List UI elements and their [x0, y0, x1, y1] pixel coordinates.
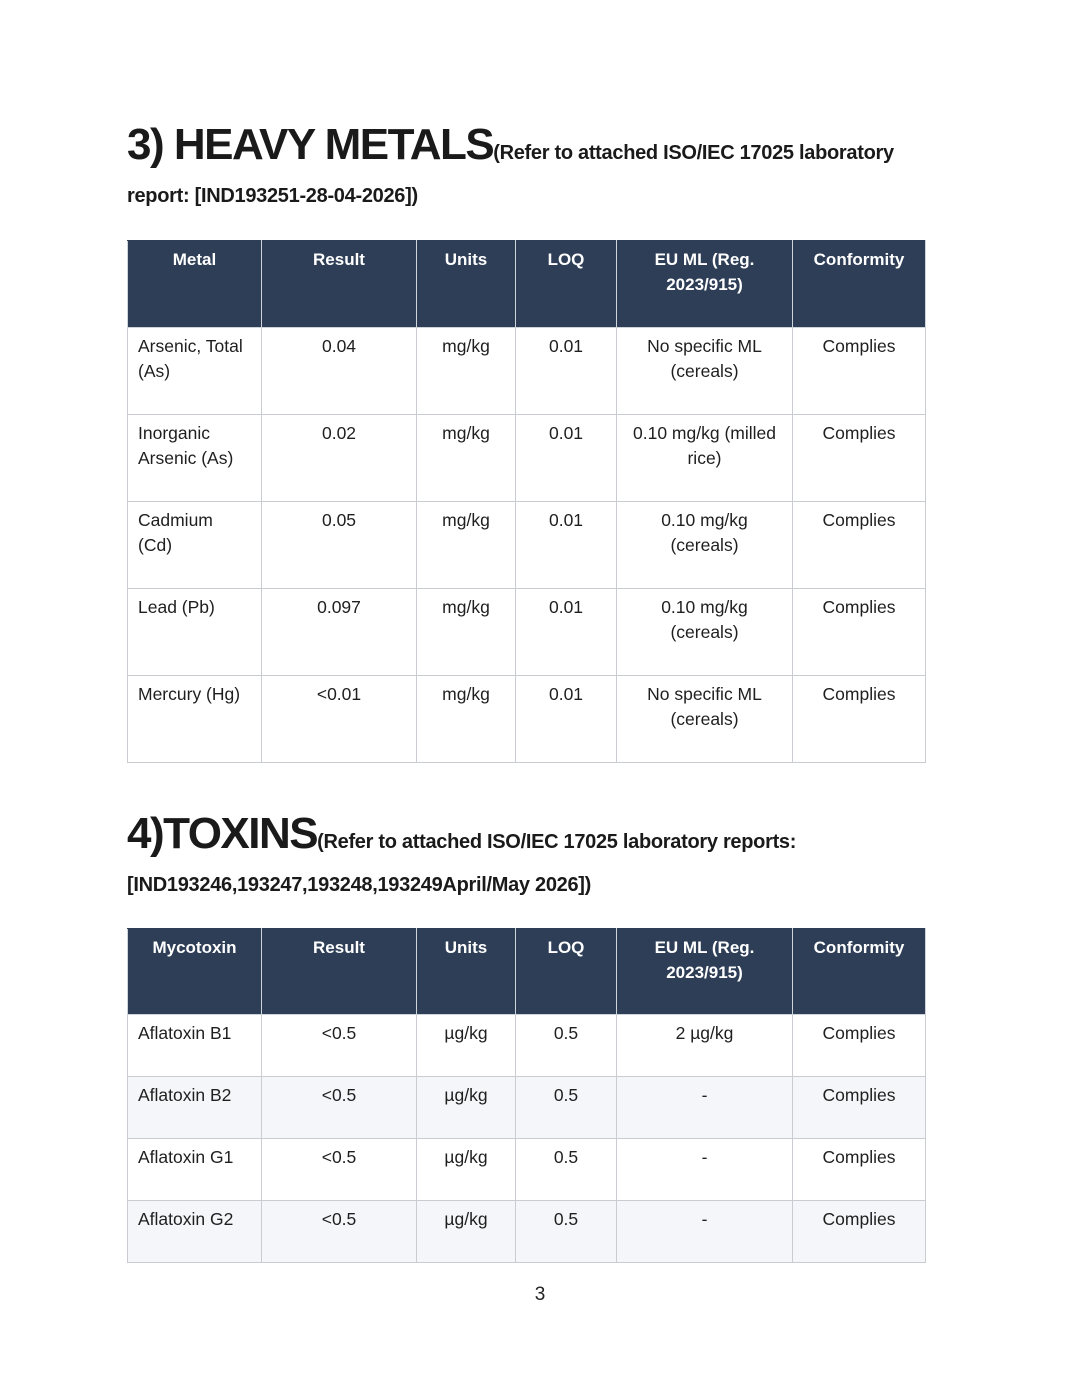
loq-cell: 0.01: [516, 502, 617, 589]
toxins-header-row: [128, 929, 926, 1015]
loq-cell: 0.5: [516, 1139, 617, 1201]
eu-ml-cell: 0.10 mg/kg (cereals): [617, 502, 793, 589]
column-header-eu-ml: EU ML (Reg. 2023/915): [617, 929, 793, 1015]
eu-ml-cell: -: [617, 1139, 793, 1201]
toxins-table: [127, 928, 926, 1263]
loq-cell: 0.5: [516, 1015, 617, 1077]
table-row: [128, 1015, 926, 1077]
result-cell: 0.04: [262, 328, 417, 415]
result-cell: 0.02: [262, 415, 417, 502]
table-row: [128, 1139, 926, 1201]
result-cell: <0.5: [262, 1015, 417, 1077]
metal-name-cell: Arsenic, Total (As): [128, 328, 262, 415]
mycotoxin-name-cell: Aflatoxin B2: [128, 1077, 262, 1139]
table-row: [128, 589, 926, 676]
eu-ml-cell: -: [617, 1077, 793, 1139]
table-row: [128, 1077, 926, 1139]
metal-name-cell: Cadmium (Cd): [128, 502, 262, 589]
eu-ml-cell: 0.10 mg/kg (cereals): [617, 589, 793, 676]
conformity-cell: Complies: [793, 676, 926, 763]
toxins-title: 4)TOXINS: [127, 809, 318, 858]
column-header-loq: LOQ: [516, 241, 617, 328]
toxins-heading: [127, 809, 927, 906]
table-row: [128, 328, 926, 415]
loq-cell: 0.01: [516, 415, 617, 502]
units-cell: mg/kg: [417, 676, 516, 763]
loq-cell: 0.01: [516, 676, 617, 763]
conformity-cell: Complies: [793, 589, 926, 676]
conformity-cell: Complies: [793, 502, 926, 589]
result-cell: <0.5: [262, 1139, 417, 1201]
mycotoxin-name-cell: Aflatoxin G1: [128, 1139, 262, 1201]
conformity-cell: Complies: [793, 1015, 926, 1077]
heavy-metals-heading: [127, 120, 927, 217]
column-header-result: Result: [262, 241, 417, 328]
conformity-cell: Complies: [793, 1139, 926, 1201]
eu-ml-cell: 0.10 mg/kg (milled rice): [617, 415, 793, 502]
table-row: [128, 415, 926, 502]
loq-cell: 0.5: [516, 1201, 617, 1263]
heavy-metals-title: 3) HEAVY METALS: [127, 120, 494, 169]
column-header-metal: Metal: [128, 241, 262, 328]
eu-ml-cell: -: [617, 1201, 793, 1263]
units-cell: mg/kg: [417, 589, 516, 676]
result-cell: <0.01: [262, 676, 417, 763]
loq-cell: 0.5: [516, 1077, 617, 1139]
heavy-metals-reference: (Refer to attached ISO/IEC 17025 laboratory report: [IND193251-28-04-2026]): [127, 142, 894, 207]
result-cell: 0.097: [262, 589, 417, 676]
column-header-conformity: Conformity: [793, 241, 926, 328]
loq-cell: 0.01: [516, 328, 617, 415]
column-header-eu-ml: EU ML (Reg. 2023/915): [617, 241, 793, 328]
page-number: 3: [534, 1284, 546, 1305]
result-cell: <0.5: [262, 1201, 417, 1263]
result-cell: <0.5: [262, 1077, 417, 1139]
mycotoxin-name-cell: Aflatoxin B1: [128, 1015, 262, 1077]
mycotoxin-name-cell: Aflatoxin G2: [128, 1201, 262, 1263]
metal-name-cell: Mercury (Hg): [128, 676, 262, 763]
column-header-units: Units: [417, 929, 516, 1015]
table-row: [128, 676, 926, 763]
units-cell: µg/kg: [417, 1201, 516, 1263]
column-header-conformity: Conformity: [793, 929, 926, 1015]
table-row: [128, 502, 926, 589]
heavy-metals-header-row: [128, 241, 926, 328]
units-cell: µg/kg: [417, 1139, 516, 1201]
metal-name-cell: Lead (Pb): [128, 589, 262, 676]
toxins-reference: (Refer to attached ISO/IEC 17025 laboratory reports: [IND193246,193247,193248,193249April/May 2026]): [127, 831, 797, 896]
eu-ml-cell: No specific ML (cereals): [617, 328, 793, 415]
metal-name-cell: Inorganic Arsenic (As): [128, 415, 262, 502]
heavy-metals-table: [127, 240, 926, 763]
conformity-cell: Complies: [793, 1077, 926, 1139]
conformity-cell: Complies: [793, 415, 926, 502]
units-cell: mg/kg: [417, 328, 516, 415]
loq-cell: 0.01: [516, 589, 617, 676]
eu-ml-cell: 2 µg/kg: [617, 1015, 793, 1077]
column-header-result: Result: [262, 929, 417, 1015]
units-cell: µg/kg: [417, 1077, 516, 1139]
units-cell: mg/kg: [417, 502, 516, 589]
units-cell: µg/kg: [417, 1015, 516, 1077]
result-cell: 0.05: [262, 502, 417, 589]
column-header-loq: LOQ: [516, 929, 617, 1015]
units-cell: mg/kg: [417, 415, 516, 502]
eu-ml-cell: No specific ML (cereals): [617, 676, 793, 763]
column-header-mycotoxin: Mycotoxin: [128, 929, 262, 1015]
column-header-units: Units: [417, 241, 516, 328]
table-row: [128, 1201, 926, 1263]
conformity-cell: Complies: [793, 1201, 926, 1263]
conformity-cell: Complies: [793, 328, 926, 415]
